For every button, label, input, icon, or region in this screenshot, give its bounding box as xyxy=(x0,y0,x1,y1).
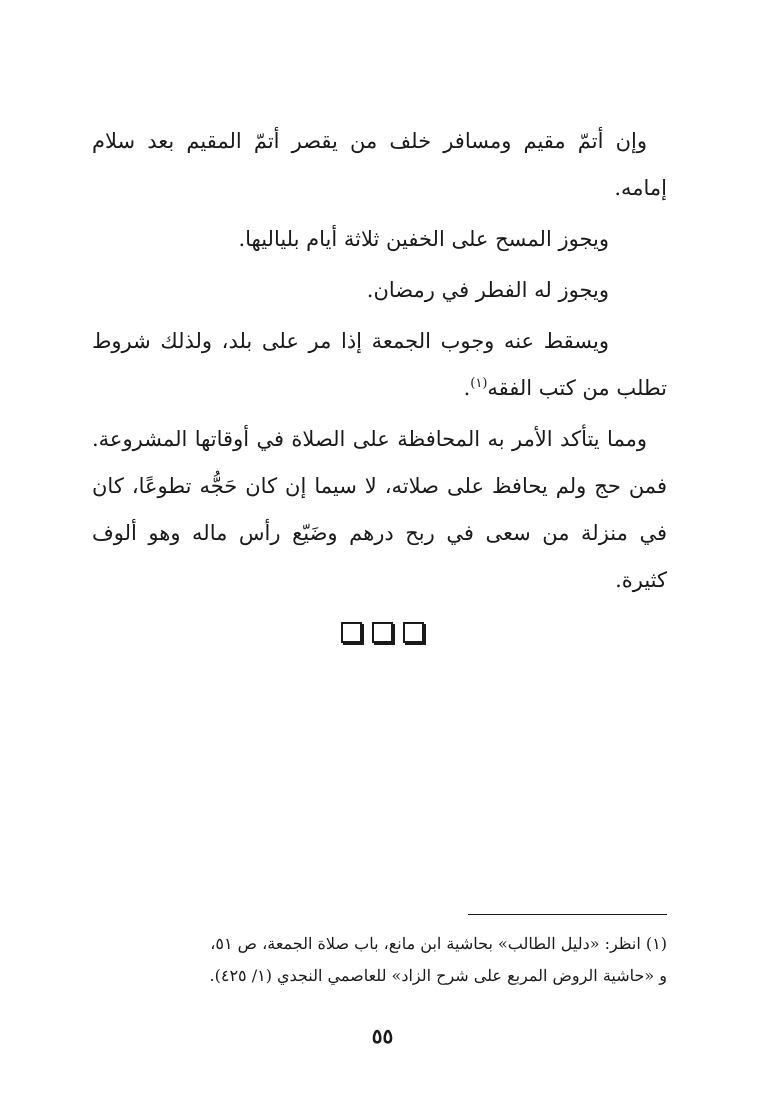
paragraph-prayer-times xyxy=(92,416,667,604)
page-number: ٥٥ xyxy=(371,1024,394,1048)
paragraph-text: ويجوز له الفطر في رمضان. xyxy=(366,278,609,302)
square-box-icon xyxy=(403,622,424,643)
paragraph-travel-prayer xyxy=(92,118,667,212)
section-separator xyxy=(0,622,765,643)
paragraph-jumuah xyxy=(92,318,667,412)
footnotes xyxy=(90,928,667,992)
paragraph-text: وإن أتمّ مقيم ومسافر خلف من يقصر أتمّ المقيم بعد سلام إمامه. xyxy=(92,129,667,200)
paragraph-text: ويسقط عنه وجوب الجمعة إذا مر على بلد، ولذلك شروط تطلب من كتب الفقه xyxy=(92,329,667,400)
paragraph-tail: . xyxy=(463,376,471,400)
paragraph-text: ويجوز المسح على الخفين ثلاثة أيام بلياليها. xyxy=(238,227,609,251)
square-box-icon xyxy=(341,622,362,643)
footnote-divider xyxy=(468,914,667,915)
footnote-line: (١) انظر: «دليل الطالب» بحاشية ابن مانع، باب صلاة الجمعة، ص ٥١، xyxy=(210,934,667,953)
paragraph-wiping-khuffs xyxy=(92,216,667,263)
paragraph-text: ومما يتأكد الأمر به المحافظة على الصلاة في أوقاتها المشروعة. فمن حج ولم يحافظ على صلاته، لا سيما إن كان حَجُّه تطوعًا، كان في منزلة من سعى في ربح درهم وضَيّع رأس ماله وهو ألوف كثيرة. xyxy=(92,427,667,592)
square-box-icon xyxy=(372,622,393,643)
footnote-line: و «حاشية الروض المربع على شرح الزاد» للعاصمي النجدي (١/ ٤٢٥). xyxy=(209,966,667,985)
footnote-reference[interactable]: (١) xyxy=(470,376,488,391)
main-text xyxy=(92,118,667,608)
paragraph-fasting xyxy=(92,267,667,314)
